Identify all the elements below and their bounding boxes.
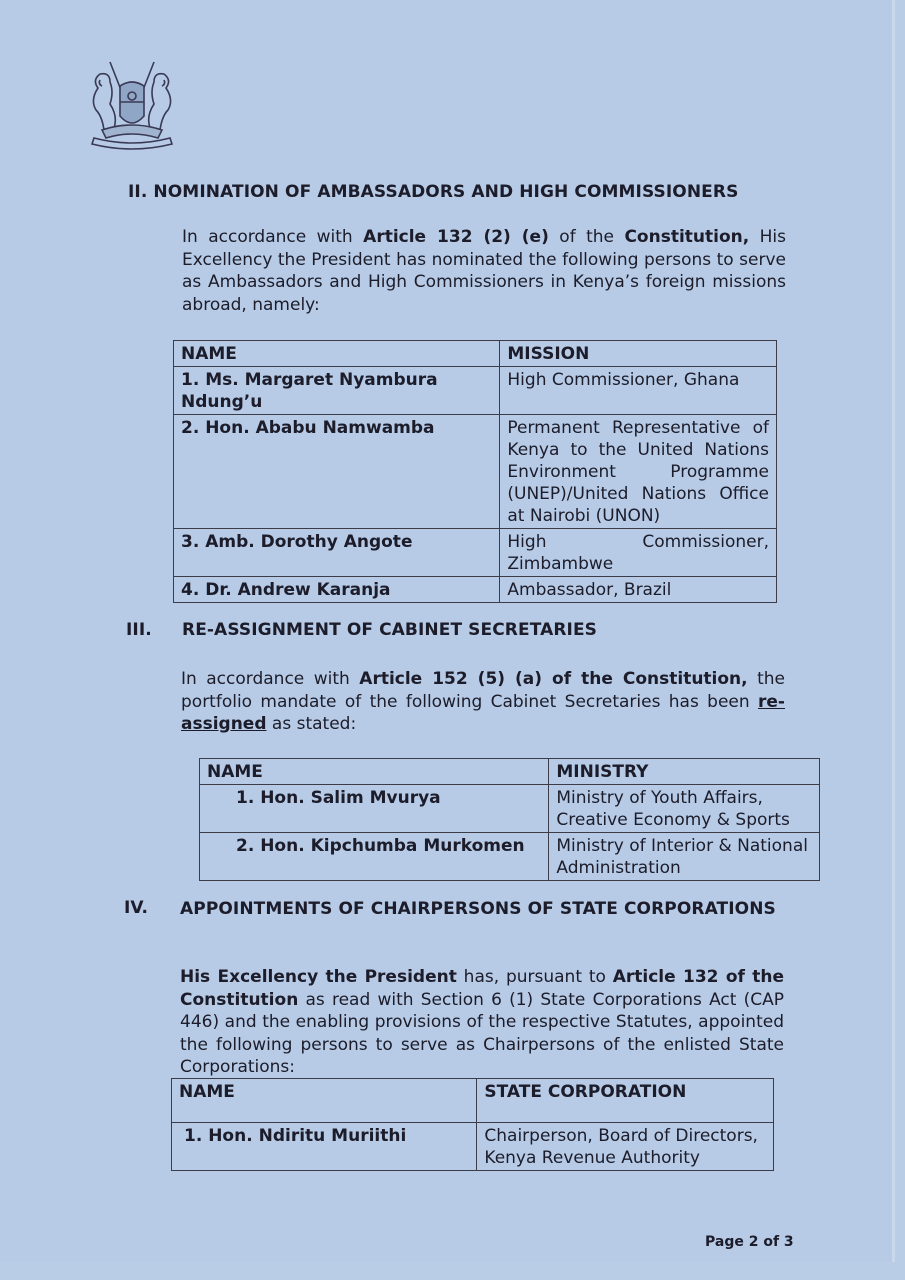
table-row [174,577,777,603]
nominee-name: 4. Dr. Andrew Karanja [174,577,500,603]
table-header-row [200,759,820,785]
section-heading-ii: II. NOMINATION OF AMBASSADORS AND HIGH COMMISSIONERS [128,182,739,202]
table-row [174,529,777,577]
mission-cell: High Commissioner, Ghana [500,367,777,415]
nominee-name: 1. Ms. Margaret Nyambura Ndung’u [174,367,500,415]
mission-cell: Permanent Representative of Kenya to the United Nations Environment Programme (UNEP)/United Nations Office at Nairobi (UNON) [500,415,777,529]
secretary-name: 2. Hon. Kipchumba Murkomen [200,833,549,881]
section-heading-iv: APPOINTMENTS OF CHAIRPERSONS OF STATE CORPORATIONS [180,899,776,919]
column-header-state-corporation: STATE CORPORATION [477,1079,774,1123]
secretary-name: 1. Hon. Salim Mvurya [200,785,549,833]
chairpersons-table [171,1078,774,1171]
mission-cell: Ambassador, Brazil [500,577,777,603]
section-heading-iii: RE-ASSIGNMENT OF CABINET SECRETARIES [182,620,598,640]
ministry-cell: Ministry of Interior & National Administration [549,833,820,881]
table-row [200,785,820,833]
state-corporation-cell: Chairperson, Board of Directors, Kenya Revenue Authority [477,1123,774,1171]
section-numeral-iii: III. [126,620,152,640]
table-header-row [174,341,777,367]
column-header-name: NAME [200,759,549,785]
table-row [200,833,820,881]
table-row [174,367,777,415]
table-header-row [172,1079,774,1123]
section-iv-intro: His Excellency the President has, pursuant to Article 132 of the Constitution as read with Section 6 (1) State Corporations Act (CAP 446) and the enabling provisions of the respective Statutes, appointed the following persons to serve as Chairpersons of the enlisted State Corporations: [180,967,784,1077]
ministry-cell: Ministry of Youth Affairs, Creative Economy & Sports [549,785,820,833]
chairperson-name: 1. Hon. Ndiritu Muriithi [172,1123,477,1171]
column-header-name: NAME [172,1079,477,1123]
table-row [174,415,777,529]
column-header-ministry: MINISTRY [549,759,820,785]
section-numeral-iv: IV. [124,898,149,918]
coat-of-arms-icon [80,58,184,154]
nominee-name: 2. Hon. Ababu Namwamba [174,415,500,529]
section-iii-intro: In accordance with Article 152 (5) (a) of the Constitution, the portfolio mandate of the following Cabinet Secretaries has been re-assigned as stated: [181,669,786,734]
section-ii-intro: In accordance with Article 132 (2) (e) of the Constitution, His Excellency the President has nominated the following persons to serve as Ambassadors and High Commissioners in Kenya’s foreign missions abroad, namely: [182,227,787,315]
table-row [172,1123,774,1171]
cabinet-reassignment-table [199,758,820,881]
column-header-mission: MISSION [500,341,777,367]
page-number: Page 2 of 3 [705,1234,794,1250]
column-header-name: NAME [174,341,500,367]
nominee-name: 3. Amb. Dorothy Angote [174,529,500,577]
ambassadors-table [173,340,777,603]
mission-cell: High Commissioner, Zimbambwe [500,529,777,577]
